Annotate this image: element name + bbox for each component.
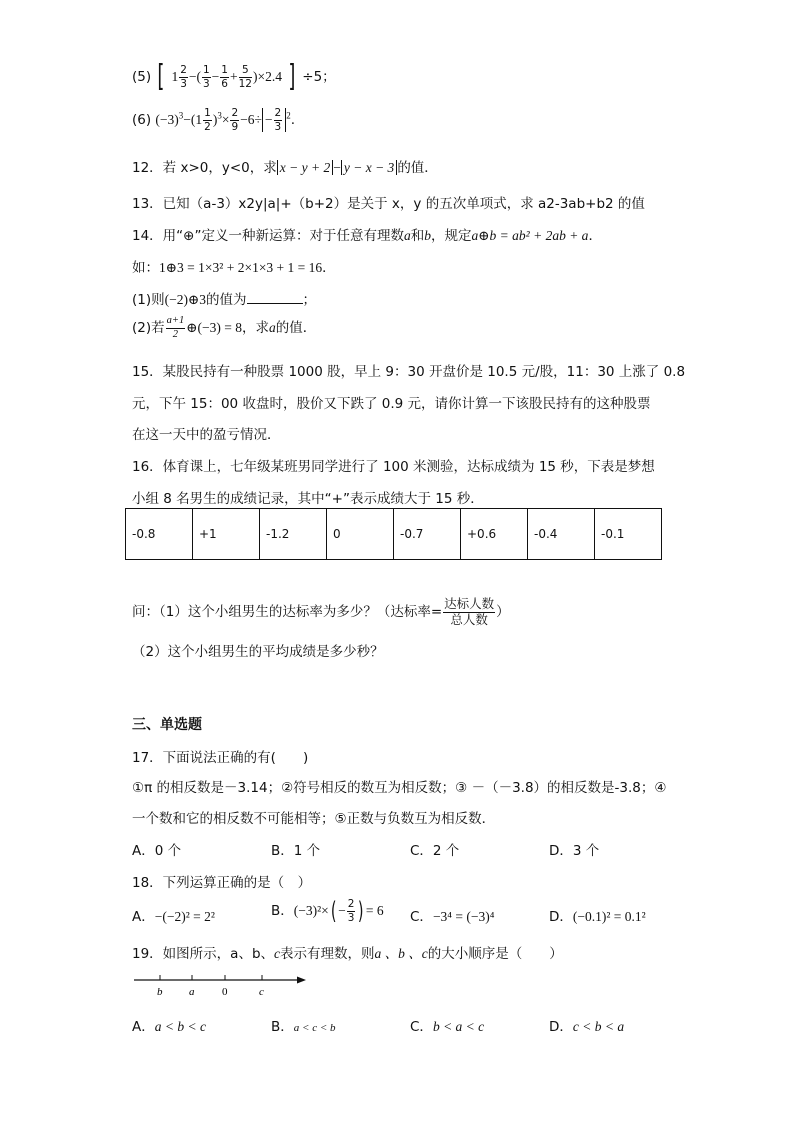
question-14-line1: 14．用“⊕”定义一种新运算：对于任意有理数a和b，规定a⊕b = ab² + 2ab + a． — [132, 228, 602, 244]
option-d[interactable]: D．(−0.1)² = 0.1² — [549, 909, 646, 925]
answer-blank[interactable] — [247, 291, 303, 304]
question-17-line2: 一个数和它的相反数不可能相等；⑤正数与负数互为相反数． — [132, 811, 496, 827]
question-16-line2: 小组 8 名男生的成绩记录，其中“+”表示成绩大于 15 秒． — [132, 491, 484, 507]
absolute-value: x − y + 2 — [277, 160, 333, 175]
fraction: $\frac{1}{3}$ — [202, 64, 210, 90]
axis-label-c: c — [259, 986, 264, 998]
question-15-line2: 元，下午 15：00 收盘时，股价又下跌了 0.9 元，请你计算一下该股民持有的这种股票 — [132, 396, 651, 412]
question-14-part2: (2)若 $\frac{a+1}{2}$ ⊕(−3) = 8，求a的值． — [132, 315, 317, 340]
question-16-part2: （2）这个小组男生的平均成绩是多少秒？ — [132, 644, 384, 660]
fraction: $\frac{2}{3}$ — [180, 64, 187, 90]
option-a[interactable]: A．a < b < c — [132, 1019, 206, 1035]
option-d[interactable]: D．c < b < a — [549, 1019, 625, 1035]
fraction: $\frac{1}{6}$ — [221, 64, 228, 90]
left-bracket: [ — [157, 59, 165, 94]
fraction: $\frac{2}{9}$ — [231, 107, 239, 133]
table-row — [126, 509, 662, 560]
option-a[interactable]: A．0 个 — [132, 843, 182, 859]
option-b[interactable]: B．(−3)²×( − $\frac{2}{3}$ ) = 6 — [271, 897, 384, 925]
absolute-value: y − x − 3 — [341, 160, 397, 175]
option-c[interactable]: C．2 个 — [410, 843, 460, 859]
absolute-value: − $\frac{2}{3}$ — [262, 108, 286, 132]
section-title: 三、单选题 — [132, 717, 202, 733]
scores-table — [125, 508, 662, 560]
option-b[interactable]: B．a < c < b — [271, 1019, 336, 1035]
question-17-line1: ①π 的相反数是－3.14；②符号相反的数互为相反数；③ －（－3.8）的相反数是-3.8；④ — [132, 780, 667, 796]
axis-label-a: a — [189, 986, 195, 998]
table-cell: -0.4 — [528, 509, 595, 560]
table-cell: -1.2 — [260, 509, 327, 560]
table-cell: -0.8 — [126, 509, 193, 560]
fraction: $\frac{5}{12}$ — [238, 64, 252, 90]
table-cell: -0.7 — [394, 509, 461, 560]
q11-part6: (6) $(-3)^3-(1$ $\frac{1}{2}$ )$^3$× $\frac{2}{9}$ −6÷ − $\frac{2}{3}$ $^2$. — [132, 107, 296, 133]
operation-rule: a⊕b = ab² + 2ab + a — [471, 228, 589, 243]
question-16-line1: 16．体育课上，七年级某班男同学进行了 100 米测验，达标成绩为 15 秒，下表是梦想 — [132, 459, 655, 475]
option-c[interactable]: C．−3⁴ = (−3)⁴ — [410, 909, 495, 925]
q11-part5-label: (5) — [132, 69, 152, 85]
fraction: $\frac{1}{2}$ — [204, 107, 211, 133]
question-18-stem: 18．下列运算正确的是（ ） — [132, 875, 312, 891]
table-cell: -0.1 — [595, 509, 662, 560]
fraction: $\frac{a+1}{2}$ — [166, 315, 185, 340]
question-14-example: 如：1⊕3 = 1×3² + 2×1×3 + 1 = 16． — [132, 260, 336, 276]
option-a[interactable]: A．−(−2)² = 2² — [132, 909, 215, 925]
question-19-stem: 19．如图所示，a、b、c表示有理数，则a 、b 、c的大小顺序是（ ） — [132, 946, 563, 962]
question-13: 13．已知（a-3）x2y|a|+（b+2）是关于 x，y 的五次单项式，求 a2-3ab+b2 的值 — [132, 196, 645, 212]
question-15-line3: 在这一天中的盈亏情况． — [132, 427, 281, 443]
number-line — [130, 968, 330, 1008]
question-15-line1: 15．某股民持有一种股票 1000 股，早上 9：30 开盘价是 10.5 元/股，11：30 上涨了 0.8 — [132, 364, 686, 380]
question-14-part1: (1)则(−2)⊕3的值为 ； — [132, 292, 317, 308]
fraction: $\frac{2}{3}$ — [347, 898, 355, 924]
question-16-part1: 问：（1）这个小组男生的达标率为多少？（达标率= $\frac{\text{达标人数}}{\text{总人数}}$ ） — [132, 596, 510, 627]
fraction: $\frac{\text{达标人数}}{\text{总人数}}$ — [444, 596, 495, 627]
right-bracket: ] — [288, 59, 296, 94]
axis-label-b: b — [157, 986, 163, 998]
question-17-stem: 17．下面说法正确的有( ) — [132, 750, 309, 766]
table-cell: +1 — [193, 509, 260, 560]
q11-part6-label: (6) — [132, 112, 152, 128]
option-d[interactable]: D．3 个 — [549, 843, 600, 859]
question-12: 12．若 x>0，y<0，求 x − y + 2 − y − x − 3 的值． — [132, 160, 438, 176]
option-c[interactable]: C．b < a < c — [410, 1019, 485, 1035]
option-b[interactable]: B．1 个 — [271, 843, 321, 859]
axis-label-0: 0 — [222, 986, 228, 998]
q11-part5: (5) [ 1 $\frac{2}{3}$ −( $\frac{1}{3}$ − $\frac{1}{6}$ + $\frac{5}{12}$ )×2.4 ] ÷5； — [132, 59, 336, 94]
table-cell: 0 — [327, 509, 394, 560]
table-cell: +0.6 — [461, 509, 528, 560]
axis-arrow — [297, 977, 306, 984]
